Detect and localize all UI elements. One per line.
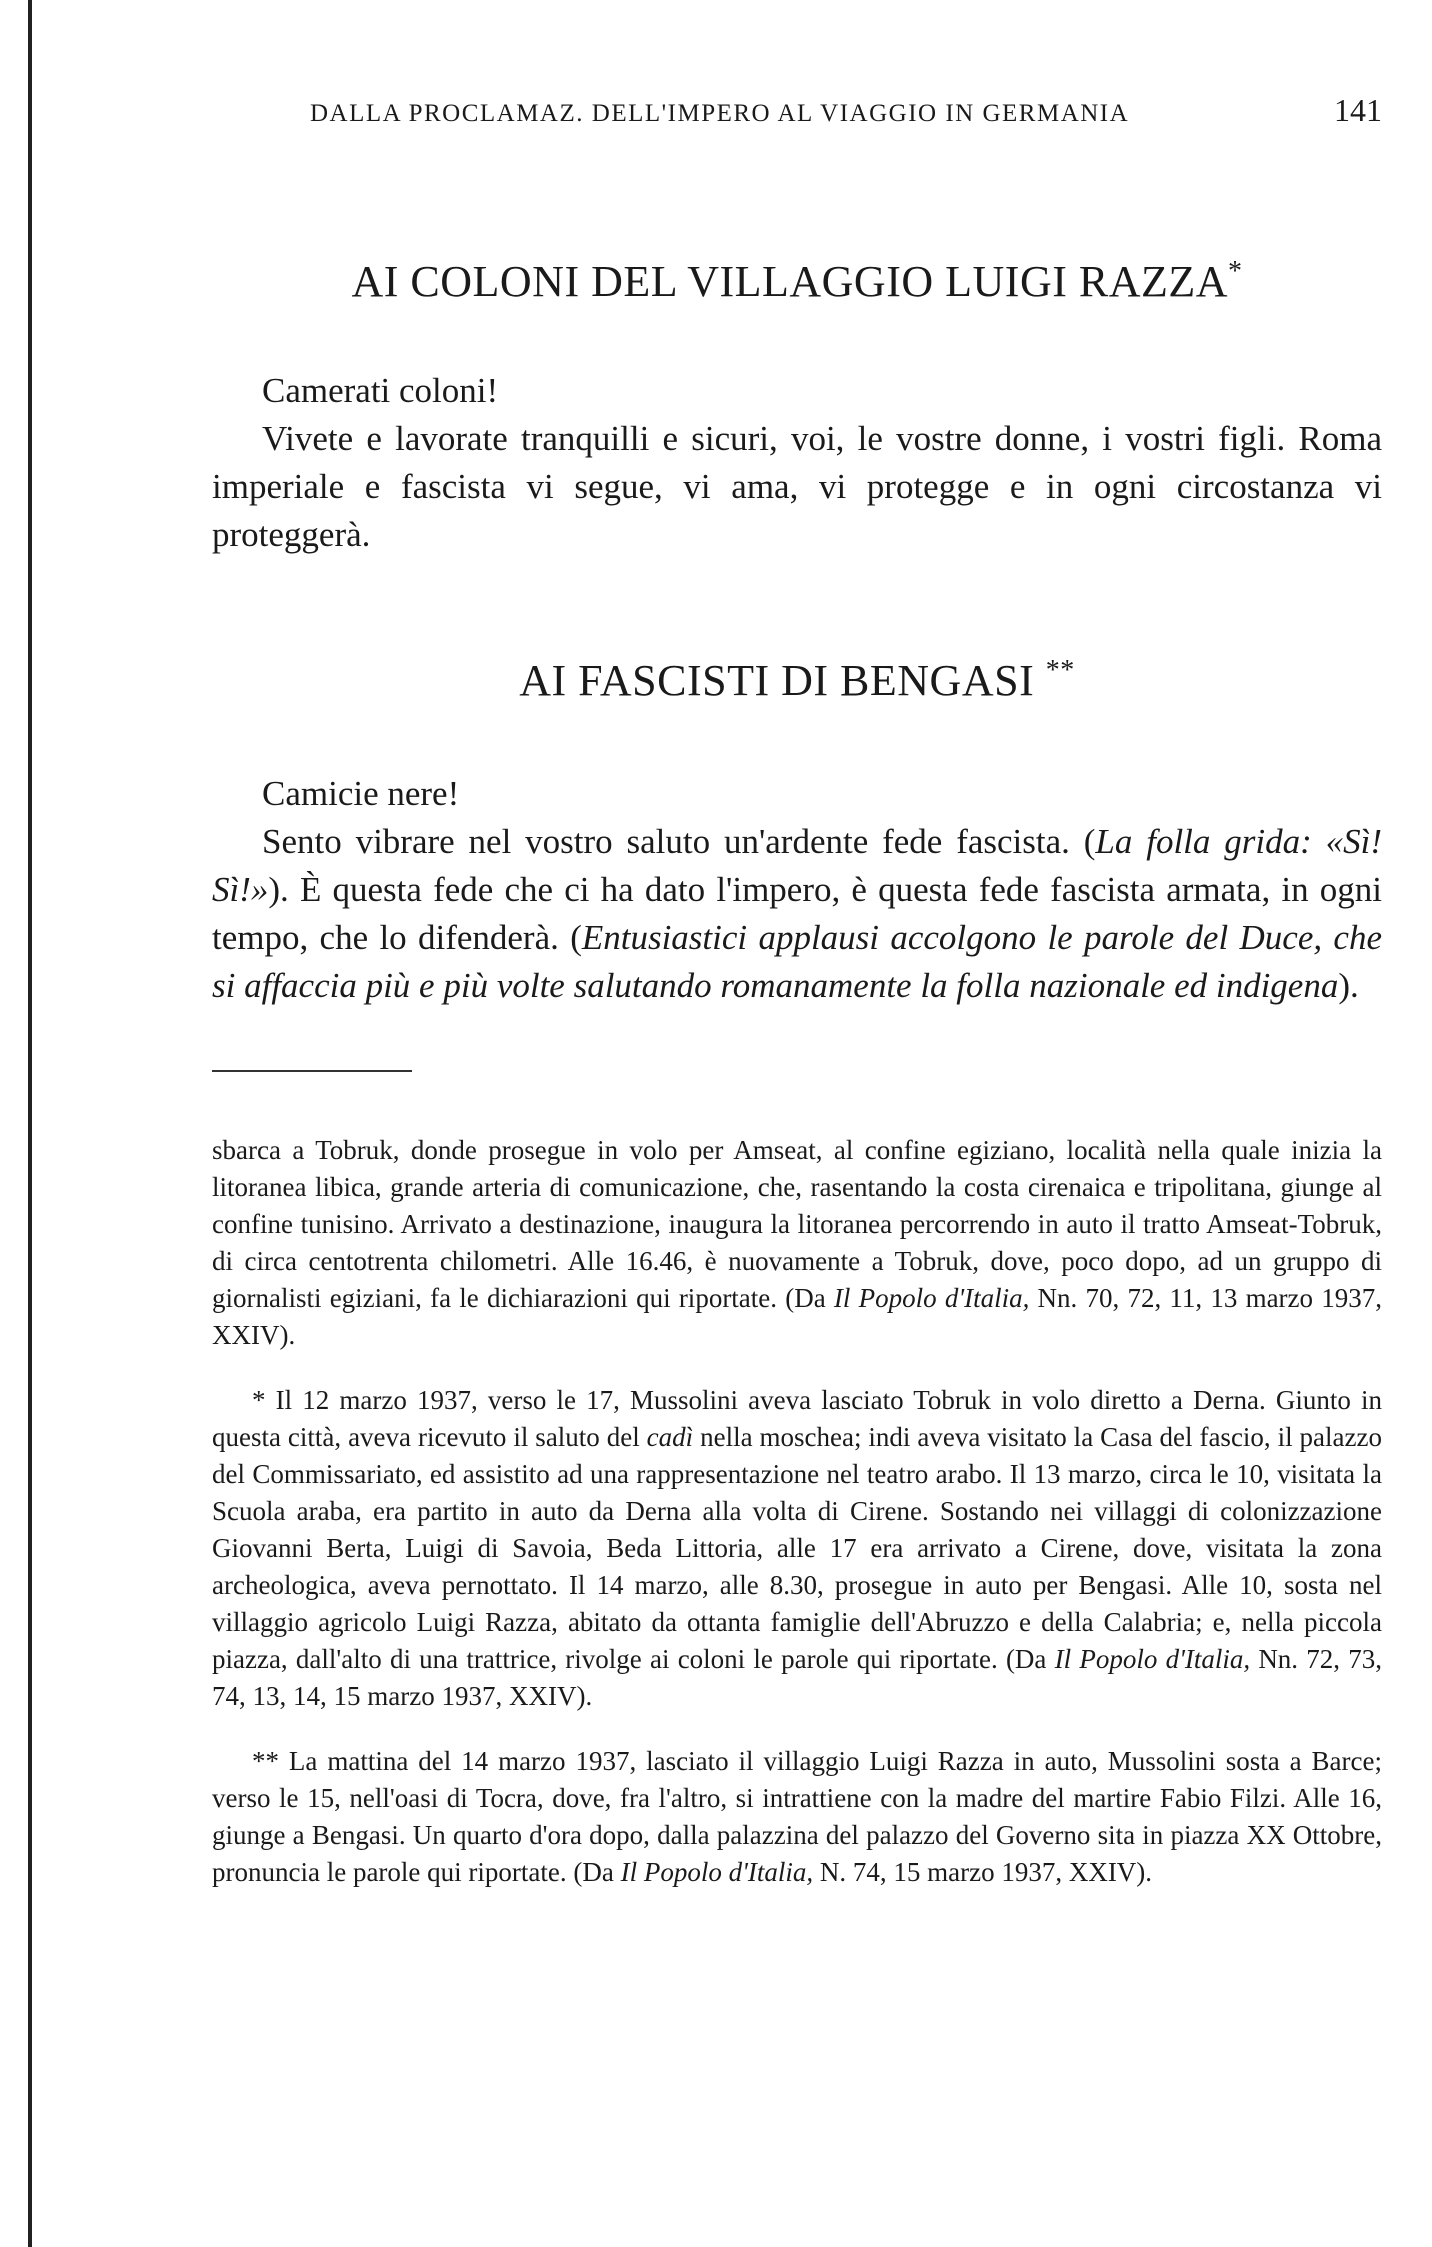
running-head-title: DALLA PROCLAMAZ. DELL'IMPERO AL VIAGGIO IN GERMANIA [310,100,1130,127]
footnote-text: Nn. 70, 72, 11, 13 marzo 1937, XXIV). [212,1283,1382,1350]
page-number: 141 [1334,92,1382,128]
speech-text: ). [1338,966,1359,1005]
footnote-continuation [212,1132,1382,1354]
footnote-2 [212,1743,1382,1891]
footnote-separator [212,1070,412,1072]
running-head [212,90,1382,134]
speech-text: ). È questa fede che ci ha dato l'impero, è questa fede fascista armata, in ogni tempo, che lo difenderà. ( [212,870,1382,957]
footnote-text: nella moschea; indi aveva visitato la Casa del fascio, il palazzo del Commissariato, ed assistito ad una rappresentazione nel teatro arabo. Il 13 marzo, circa le 10, visitata la Scuola araba, era partito in auto da Derna alla volta di Cirene. Sostando nei villaggi di colonizzazione Giovanni Berta, Luigi di Savoia, Beda Littoria, alle 17 era arrivato a Cirene, dove, visitata la zona archeologica, aveva pernottato. Il 14 marzo, alle 8.30, prosegue in auto per Bengasi. Alle 10, sosta nel villaggio agricolo Luigi Razza, abitato da ottanta famiglie dell'Abruzzo e della Calabria; e, nella piccola piazza, dall'alto di una trattrice, rivolge ai coloni le parole qui riportate. (Da [212,1422,1382,1674]
source-title: Il Popolo d'Italia, [620,1857,814,1887]
footnote-mark: ** [252,1746,279,1776]
stage-direction: Entusiastici applausi accolgono le parole del Duce, che si affaccia più e più volte salutando romanamente la folla nazionale ed indigena [212,918,1382,1005]
footnote-text: N. 74, 15 marzo 1937, XXIV). [813,1857,1153,1887]
page-binding-edge [28,0,32,2247]
footnote-text: La mattina del 14 marzo 1937, lasciato il villaggio Luigi Razza in auto, Mussolini sosta a Barce; verso le 15, nell'oasi di Tocra, dove, fra l'altro, si intrattiene con la madre del martire Fabio Filzi. Alle 16, giunge a Bengasi. Un quarto d'ora dopo, dalla palazzina del palazzo del Governo sita in piazza XX Ottobre, pronuncia le parole qui riportate. (Da [212,1746,1382,1887]
term-cadi: cadì [646,1422,694,1452]
footnote-mark: * [252,1385,266,1415]
speech-paragraph [212,818,1382,1010]
heading-text: AI FASCISTI DI BENGASI [519,656,1035,705]
heading-text: AI COLONI DEL VILLAGGIO LUIGI RAZZA [351,257,1229,306]
footnote-text: Il 12 marzo 1937, verso le 17, Mussolini aveva lasciato Tobruk in volo diretto a Derna. Giunto in questa città, aveva ricevuto il saluto del [212,1385,1382,1452]
section-heading-bengasi [212,655,1382,706]
salutation: Camerati coloni! [262,371,499,410]
footnote-text: sbarca a Tobruk, donde prosegue in volo per Amseat, al confine egiziano, località nella quale inizia la litoranea libica, grande arteria di comunicazione, che, rasentando la costa cirenaica e tripolitana, giunge al confine tunisino. Arrivato a destinazione, inaugura la litoranea percorrendo in auto il tratto Amseat-Tobruk, di circa centotrenta chilometri. Alle 16.46, è nuovamente a Tobruk, dove, poco dopo, ad un gruppo di giornalisti egiziani, fa le dichiarazioni qui riportate. (Da [212,1135,1382,1313]
footnote-mark: ** [1045,655,1075,686]
footnote-text: Nn. 72, 73, 74, 13, 14, 15 marzo 1937, XXIV). [212,1644,1383,1711]
speech-paragraph: Vivete e lavorate tranquilli e sicuri, voi, le vostre donne, i vostri figli. Roma imperiale e fascista vi segue, vi ama, vi protegge e in ogni circostanza vi proteggerà. [212,419,1382,554]
footnote-1 [212,1382,1382,1715]
source-title: Il Popolo d'Italia, [833,1283,1030,1313]
footnote-mark: * [1228,256,1243,287]
salutation: Camicie nere! [262,774,460,813]
section-heading-coloni [212,256,1382,307]
speech-text: Sento vibrare nel vostro saluto un'ardente fede fascista. ( [262,822,1096,861]
source-title: Il Popolo d'Italia, [1054,1644,1251,1674]
stage-direction: La folla grida: «Sì! Sì!» [212,822,1382,909]
book-page [212,90,1382,1891]
